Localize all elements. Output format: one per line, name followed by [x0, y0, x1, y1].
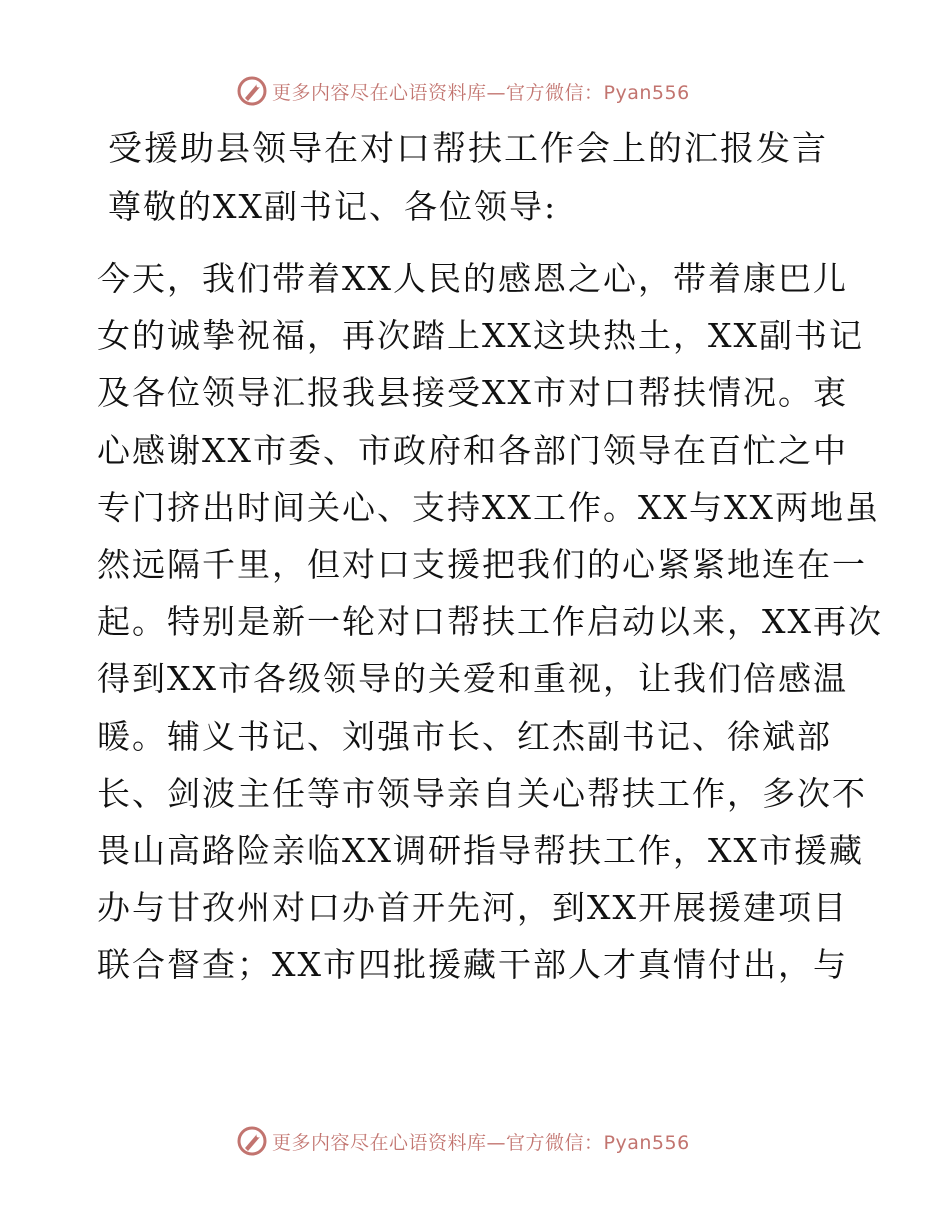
- body-line: 长、剑波主任等市领导亲自关心帮扶工作，多次不: [97, 773, 867, 813]
- body-line: 心感谢XX市委、市政府和各部门领导在百忙之中: [97, 430, 848, 470]
- body-line: 今天，我们带着XX人民的感恩之心，带着康巴儿: [97, 259, 848, 298]
- body-line: 畏山高路险亲临XX调研指导帮扶工作，XX市援藏: [97, 830, 864, 870]
- pen-logo-icon: [236, 1125, 268, 1157]
- salutation: 尊敬的XX副书记、各位领导:: [108, 187, 558, 226]
- watermark-text: 更多内容尽在心语资料库—官方微信：Pyan556: [272, 81, 690, 104]
- body-line: 暖。辅义书记、刘强市长、红杰副书记、徐斌部: [97, 716, 832, 756]
- body-line: 然远隔千里，但对口支援把我们的心紧紧地连在一: [97, 544, 867, 584]
- footer-watermark: [236, 1124, 690, 1158]
- body-line: 办与甘孜州对口办首开先河，到XX开展援建项目: [97, 888, 848, 928]
- document-title: 受援助县领导在对口帮扶工作会上的汇报发言: [108, 129, 828, 169]
- body-line: 得到XX市各级领导的关爱和重视，让我们倍感温: [97, 659, 848, 699]
- header-watermark: [236, 74, 690, 108]
- body-text: [97, 250, 883, 993]
- body-line: 及各位领导汇报我县接受XX市对口帮扶情况。衷: [97, 373, 848, 413]
- watermark-text: 更多内容尽在心语资料库—官方微信：Pyan556: [272, 1131, 690, 1154]
- body-line: 女的诚挚祝福，再次踏上XX这块热土，XX副书记: [97, 316, 864, 356]
- pen-logo-icon: [236, 75, 268, 107]
- body-line: 起。特别是新一轮对口帮扶工作启动以来，XX再次: [97, 602, 883, 642]
- body-line: 专门挤出时间关心、支持XX工作。XX与XX两地虽: [97, 487, 880, 527]
- body-line: 联合督查；XX市四批援藏干部人才真情付出，与: [97, 945, 848, 985]
